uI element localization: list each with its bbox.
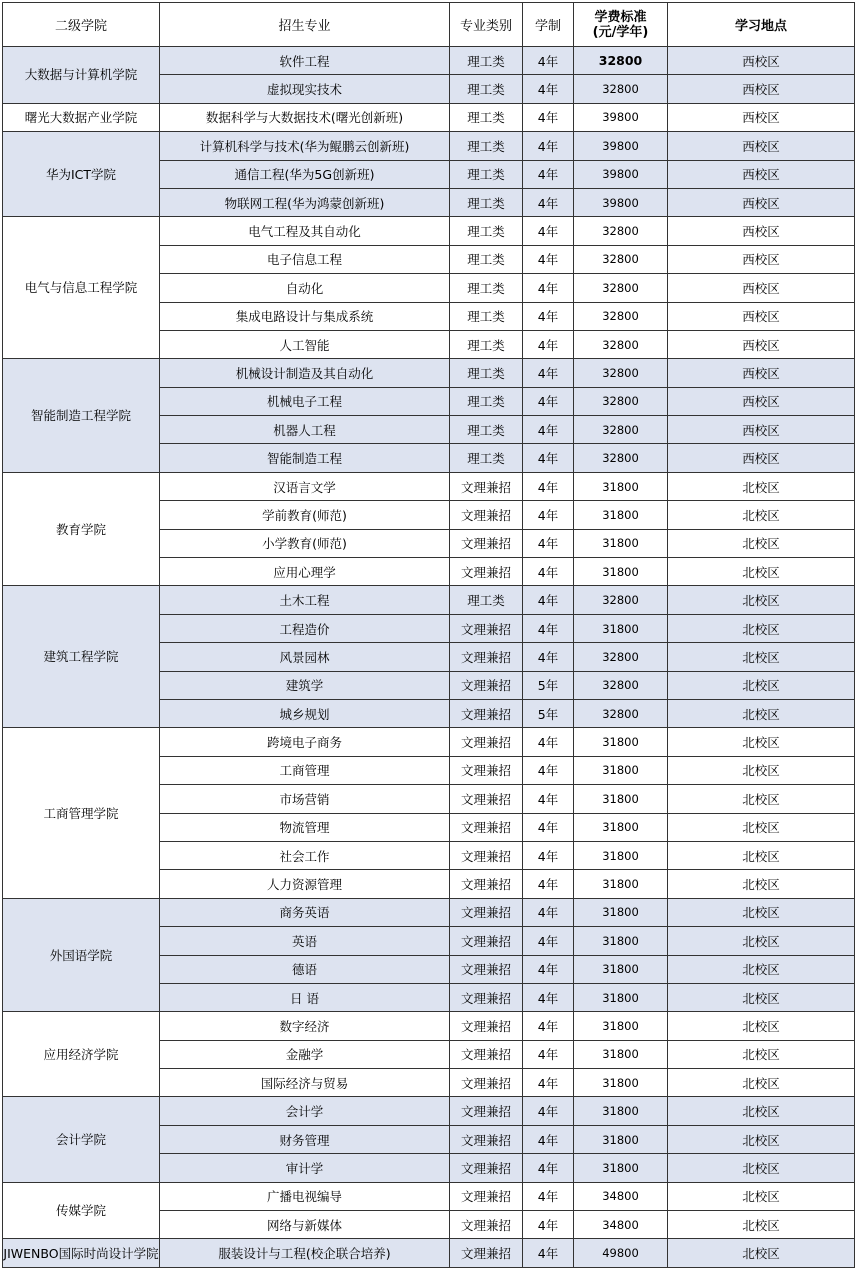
category-cell: 理工类 xyxy=(450,132,523,160)
location-cell: 北校区 xyxy=(668,1211,855,1239)
duration-cell: 4年 xyxy=(523,330,574,358)
category-cell: 理工类 xyxy=(450,586,523,614)
major-cell: 智能制造工程 xyxy=(160,444,450,472)
location-cell: 北校区 xyxy=(668,671,855,699)
category-cell: 理工类 xyxy=(450,188,523,216)
major-cell: 城乡规划 xyxy=(160,699,450,727)
location-cell: 北校区 xyxy=(668,983,855,1011)
major-cell: 机械电子工程 xyxy=(160,387,450,415)
college-name-cell: 外国语学院 xyxy=(3,898,160,1012)
duration-cell: 4年 xyxy=(523,1154,574,1182)
location-cell: 西校区 xyxy=(668,444,855,472)
major-cell: 电子信息工程 xyxy=(160,245,450,273)
college-name-cell: JIWENBO国际时尚设计学院 xyxy=(3,1239,160,1267)
duration-cell: 4年 xyxy=(523,387,574,415)
major-cell: 审计学 xyxy=(160,1154,450,1182)
duration-cell: 4年 xyxy=(523,245,574,273)
fee-cell: 39800 xyxy=(574,103,668,131)
location-cell: 北校区 xyxy=(668,1239,855,1267)
category-cell: 文理兼招 xyxy=(450,785,523,813)
major-cell: 金融学 xyxy=(160,1040,450,1068)
category-cell: 文理兼招 xyxy=(450,1069,523,1097)
duration-cell: 4年 xyxy=(523,1069,574,1097)
fee-cell: 32800 xyxy=(574,217,668,245)
table-row xyxy=(3,359,855,387)
duration-cell: 4年 xyxy=(523,1097,574,1125)
location-cell: 西校区 xyxy=(668,75,855,103)
location-cell: 北校区 xyxy=(668,1012,855,1040)
location-cell: 北校区 xyxy=(668,927,855,955)
location-cell: 西校区 xyxy=(668,302,855,330)
header-duration: 学制 xyxy=(523,3,574,47)
header-row xyxy=(3,3,855,47)
duration-cell: 4年 xyxy=(523,898,574,926)
category-cell: 文理兼招 xyxy=(450,1040,523,1068)
category-cell: 文理兼招 xyxy=(450,927,523,955)
location-cell: 西校区 xyxy=(668,217,855,245)
location-cell: 西校区 xyxy=(668,103,855,131)
category-cell: 文理兼招 xyxy=(450,1097,523,1125)
major-cell: 数据科学与大数据技术(曙光创新班) xyxy=(160,103,450,131)
major-cell: 集成电路设计与集成系统 xyxy=(160,302,450,330)
location-cell: 北校区 xyxy=(668,1182,855,1210)
table-body xyxy=(3,47,855,1268)
category-cell: 文理兼招 xyxy=(450,501,523,529)
location-cell: 西校区 xyxy=(668,188,855,216)
fee-cell: 32800 xyxy=(574,75,668,103)
location-cell: 北校区 xyxy=(668,472,855,500)
fee-cell: 32800 xyxy=(574,416,668,444)
major-cell: 人工智能 xyxy=(160,330,450,358)
category-cell: 理工类 xyxy=(450,75,523,103)
category-cell: 文理兼招 xyxy=(450,1182,523,1210)
fee-cell: 31800 xyxy=(574,898,668,926)
duration-cell: 4年 xyxy=(523,416,574,444)
location-cell: 西校区 xyxy=(668,47,855,75)
table-row xyxy=(3,103,855,131)
major-cell: 小学教育(师范) xyxy=(160,529,450,557)
location-cell: 北校区 xyxy=(668,756,855,784)
fee-cell: 32800 xyxy=(574,274,668,302)
fee-cell: 31800 xyxy=(574,785,668,813)
college-name-cell: 智能制造工程学院 xyxy=(3,359,160,473)
fee-cell: 31800 xyxy=(574,558,668,586)
duration-cell: 4年 xyxy=(523,728,574,756)
duration-cell: 4年 xyxy=(523,586,574,614)
header-fee-line2: (元/学年) xyxy=(592,24,649,40)
duration-cell: 4年 xyxy=(523,1040,574,1068)
category-cell: 文理兼招 xyxy=(450,841,523,869)
fee-cell: 31800 xyxy=(574,870,668,898)
location-cell: 北校区 xyxy=(668,955,855,983)
location-cell: 西校区 xyxy=(668,359,855,387)
category-cell: 理工类 xyxy=(450,330,523,358)
fee-cell: 31800 xyxy=(574,813,668,841)
category-cell: 理工类 xyxy=(450,245,523,273)
table-row xyxy=(3,1182,855,1210)
major-cell: 广播电视编导 xyxy=(160,1182,450,1210)
duration-cell: 4年 xyxy=(523,47,574,75)
location-cell: 西校区 xyxy=(668,274,855,302)
duration-cell: 4年 xyxy=(523,1125,574,1153)
category-cell: 文理兼招 xyxy=(450,643,523,671)
header-college: 二级学院 xyxy=(3,3,160,47)
duration-cell: 4年 xyxy=(523,813,574,841)
category-cell: 理工类 xyxy=(450,103,523,131)
location-cell: 西校区 xyxy=(668,245,855,273)
category-cell: 文理兼招 xyxy=(450,813,523,841)
category-cell: 理工类 xyxy=(450,444,523,472)
table-row xyxy=(3,898,855,926)
location-cell: 西校区 xyxy=(668,160,855,188)
duration-cell: 4年 xyxy=(523,983,574,1011)
major-cell: 机器人工程 xyxy=(160,416,450,444)
fee-cell: 32800 xyxy=(574,47,668,75)
duration-cell: 5年 xyxy=(523,671,574,699)
header-category: 专业类别 xyxy=(450,3,523,47)
location-cell: 北校区 xyxy=(668,699,855,727)
duration-cell: 4年 xyxy=(523,1239,574,1267)
location-cell: 北校区 xyxy=(668,529,855,557)
location-cell: 西校区 xyxy=(668,132,855,160)
major-cell: 数字经济 xyxy=(160,1012,450,1040)
location-cell: 北校区 xyxy=(668,1040,855,1068)
duration-cell: 4年 xyxy=(523,1211,574,1239)
fee-cell: 31800 xyxy=(574,1069,668,1097)
category-cell: 理工类 xyxy=(450,387,523,415)
location-cell: 北校区 xyxy=(668,558,855,586)
duration-cell: 4年 xyxy=(523,160,574,188)
fee-cell: 32800 xyxy=(574,359,668,387)
header-location: 学习地点 xyxy=(668,3,855,47)
header-fee xyxy=(574,3,668,47)
category-cell: 文理兼招 xyxy=(450,1125,523,1153)
fee-cell: 31800 xyxy=(574,1012,668,1040)
table-row xyxy=(3,472,855,500)
major-cell: 机械设计制造及其自动化 xyxy=(160,359,450,387)
category-cell: 文理兼招 xyxy=(450,472,523,500)
category-cell: 文理兼招 xyxy=(450,558,523,586)
major-cell: 学前教育(师范) xyxy=(160,501,450,529)
major-cell: 国际经济与贸易 xyxy=(160,1069,450,1097)
fee-cell: 32800 xyxy=(574,302,668,330)
duration-cell: 4年 xyxy=(523,274,574,302)
table-row xyxy=(3,47,855,75)
location-cell: 西校区 xyxy=(668,387,855,415)
major-cell: 人力资源管理 xyxy=(160,870,450,898)
fee-cell: 31800 xyxy=(574,1125,668,1153)
duration-cell: 5年 xyxy=(523,699,574,727)
header-major: 招生专业 xyxy=(160,3,450,47)
table-row xyxy=(3,1097,855,1125)
major-cell: 风景园林 xyxy=(160,643,450,671)
college-name-cell: 大数据与计算机学院 xyxy=(3,47,160,104)
category-cell: 文理兼招 xyxy=(450,728,523,756)
duration-cell: 4年 xyxy=(523,529,574,557)
duration-cell: 4年 xyxy=(523,188,574,216)
major-cell: 计算机科学与技术(华为鲲鹏云创新班) xyxy=(160,132,450,160)
duration-cell: 4年 xyxy=(523,132,574,160)
major-cell: 服装设计与工程(校企联合培养) xyxy=(160,1239,450,1267)
fee-cell: 31800 xyxy=(574,927,668,955)
category-cell: 文理兼招 xyxy=(450,699,523,727)
fee-cell: 31800 xyxy=(574,529,668,557)
college-name-cell: 华为ICT学院 xyxy=(3,132,160,217)
category-cell: 文理兼招 xyxy=(450,529,523,557)
major-cell: 工程造价 xyxy=(160,614,450,642)
major-cell: 会计学 xyxy=(160,1097,450,1125)
category-cell: 文理兼招 xyxy=(450,898,523,926)
college-name-cell: 教育学院 xyxy=(3,472,160,586)
major-cell: 虚拟现实技术 xyxy=(160,75,450,103)
category-cell: 文理兼招 xyxy=(450,983,523,1011)
location-cell: 北校区 xyxy=(668,841,855,869)
location-cell: 北校区 xyxy=(668,1069,855,1097)
duration-cell: 4年 xyxy=(523,1012,574,1040)
major-cell: 网络与新媒体 xyxy=(160,1211,450,1239)
location-cell: 北校区 xyxy=(668,1154,855,1182)
location-cell: 北校区 xyxy=(668,728,855,756)
college-name-cell: 工商管理学院 xyxy=(3,728,160,898)
duration-cell: 4年 xyxy=(523,103,574,131)
duration-cell: 4年 xyxy=(523,614,574,642)
category-cell: 文理兼招 xyxy=(450,870,523,898)
fee-cell: 31800 xyxy=(574,955,668,983)
duration-cell: 4年 xyxy=(523,870,574,898)
category-cell: 文理兼招 xyxy=(450,1012,523,1040)
duration-cell: 4年 xyxy=(523,444,574,472)
category-cell: 理工类 xyxy=(450,416,523,444)
fee-cell: 31800 xyxy=(574,501,668,529)
college-name-cell: 曙光大数据产业学院 xyxy=(3,103,160,131)
location-cell: 北校区 xyxy=(668,785,855,813)
table-row xyxy=(3,217,855,245)
college-name-cell: 传媒学院 xyxy=(3,1182,160,1239)
college-name-cell: 电气与信息工程学院 xyxy=(3,217,160,359)
category-cell: 理工类 xyxy=(450,274,523,302)
location-cell: 北校区 xyxy=(668,870,855,898)
fee-cell: 49800 xyxy=(574,1239,668,1267)
category-cell: 文理兼招 xyxy=(450,671,523,699)
major-cell: 通信工程(华为5G创新班) xyxy=(160,160,450,188)
fee-cell: 31800 xyxy=(574,841,668,869)
location-cell: 北校区 xyxy=(668,898,855,926)
major-cell: 应用心理学 xyxy=(160,558,450,586)
major-cell: 德语 xyxy=(160,955,450,983)
duration-cell: 4年 xyxy=(523,955,574,983)
fee-cell: 31800 xyxy=(574,756,668,784)
fee-cell: 39800 xyxy=(574,188,668,216)
category-cell: 理工类 xyxy=(450,160,523,188)
category-cell: 文理兼招 xyxy=(450,1239,523,1267)
location-cell: 北校区 xyxy=(668,1097,855,1125)
category-cell: 文理兼招 xyxy=(450,614,523,642)
duration-cell: 4年 xyxy=(523,841,574,869)
location-cell: 西校区 xyxy=(668,330,855,358)
fee-cell: 32800 xyxy=(574,245,668,273)
major-cell: 工商管理 xyxy=(160,756,450,784)
major-cell: 日 语 xyxy=(160,983,450,1011)
major-cell: 物联网工程(华为鸿蒙创新班) xyxy=(160,188,450,216)
major-cell: 跨境电子商务 xyxy=(160,728,450,756)
major-cell: 建筑学 xyxy=(160,671,450,699)
major-cell: 自动化 xyxy=(160,274,450,302)
duration-cell: 4年 xyxy=(523,558,574,586)
duration-cell: 4年 xyxy=(523,472,574,500)
location-cell: 北校区 xyxy=(668,643,855,671)
fee-cell: 31800 xyxy=(574,728,668,756)
major-cell: 汉语言文学 xyxy=(160,472,450,500)
table-row xyxy=(3,728,855,756)
location-cell: 西校区 xyxy=(668,416,855,444)
fee-cell: 31800 xyxy=(574,1040,668,1068)
fee-cell: 31800 xyxy=(574,983,668,1011)
fee-cell: 31800 xyxy=(574,1154,668,1182)
header-fee-line1: 学费标准 xyxy=(594,9,647,25)
table-row xyxy=(3,586,855,614)
fee-cell: 32800 xyxy=(574,586,668,614)
table-row xyxy=(3,132,855,160)
category-cell: 理工类 xyxy=(450,217,523,245)
location-cell: 北校区 xyxy=(668,614,855,642)
duration-cell: 4年 xyxy=(523,501,574,529)
category-cell: 理工类 xyxy=(450,47,523,75)
major-cell: 社会工作 xyxy=(160,841,450,869)
category-cell: 理工类 xyxy=(450,302,523,330)
table-row xyxy=(3,1012,855,1040)
fee-cell: 31800 xyxy=(574,472,668,500)
fee-cell: 32800 xyxy=(574,671,668,699)
duration-cell: 4年 xyxy=(523,643,574,671)
fee-cell: 32800 xyxy=(574,387,668,415)
fee-cell: 32800 xyxy=(574,643,668,671)
major-cell: 英语 xyxy=(160,927,450,955)
location-cell: 北校区 xyxy=(668,813,855,841)
duration-cell: 4年 xyxy=(523,756,574,784)
major-cell: 市场营销 xyxy=(160,785,450,813)
major-cell: 物流管理 xyxy=(160,813,450,841)
major-cell: 电气工程及其自动化 xyxy=(160,217,450,245)
category-cell: 文理兼招 xyxy=(450,1211,523,1239)
college-name-cell: 建筑工程学院 xyxy=(3,586,160,728)
location-cell: 北校区 xyxy=(668,1125,855,1153)
duration-cell: 4年 xyxy=(523,1182,574,1210)
category-cell: 理工类 xyxy=(450,359,523,387)
location-cell: 北校区 xyxy=(668,501,855,529)
fee-cell: 34800 xyxy=(574,1182,668,1210)
fee-cell: 31800 xyxy=(574,1097,668,1125)
duration-cell: 4年 xyxy=(523,302,574,330)
location-cell: 北校区 xyxy=(668,586,855,614)
fee-cell: 31800 xyxy=(574,614,668,642)
major-cell: 财务管理 xyxy=(160,1125,450,1153)
major-cell: 商务英语 xyxy=(160,898,450,926)
fee-cell: 32800 xyxy=(574,699,668,727)
duration-cell: 4年 xyxy=(523,785,574,813)
category-cell: 文理兼招 xyxy=(450,756,523,784)
fee-cell: 39800 xyxy=(574,160,668,188)
fee-cell: 34800 xyxy=(574,1211,668,1239)
category-cell: 文理兼招 xyxy=(450,955,523,983)
college-name-cell: 会计学院 xyxy=(3,1097,160,1182)
duration-cell: 4年 xyxy=(523,217,574,245)
duration-cell: 4年 xyxy=(523,75,574,103)
category-cell: 文理兼招 xyxy=(450,1154,523,1182)
table-row xyxy=(3,1239,855,1267)
major-cell: 土木工程 xyxy=(160,586,450,614)
fee-cell: 32800 xyxy=(574,330,668,358)
fee-cell: 32800 xyxy=(574,444,668,472)
duration-cell: 4年 xyxy=(523,927,574,955)
tuition-table xyxy=(2,2,855,1268)
fee-cell: 39800 xyxy=(574,132,668,160)
major-cell: 软件工程 xyxy=(160,47,450,75)
duration-cell: 4年 xyxy=(523,359,574,387)
college-name-cell: 应用经济学院 xyxy=(3,1012,160,1097)
